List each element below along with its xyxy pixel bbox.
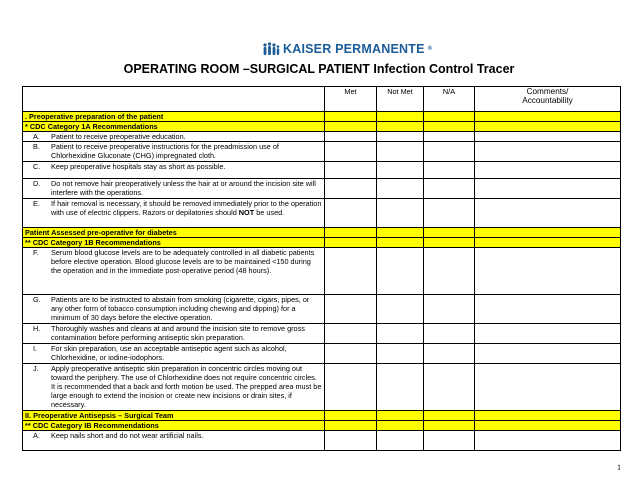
met-cell[interactable] bbox=[325, 295, 377, 324]
na-cell[interactable] bbox=[424, 132, 475, 142]
not-met-cell[interactable] bbox=[377, 112, 424, 122]
comments-header-text: Comments/ Accountability bbox=[522, 87, 573, 105]
met-cell[interactable] bbox=[325, 122, 377, 132]
item-text: Patient to receive preoperative instructions for the preadmission use of Chlorhexidine Gluconate (CHG) impregnated cloth. bbox=[51, 142, 279, 160]
met-cell[interactable] bbox=[325, 238, 377, 248]
checklist-item-cell bbox=[23, 179, 325, 199]
checklist-item bbox=[23, 324, 322, 342]
item-text: If hair removal is necessary, it should be removed immediately prior to the operation with use of electric clippers. Razors or depilatories should NOT be used. bbox=[51, 199, 322, 217]
section-heading: . Preoperative preparation of the patient bbox=[23, 112, 325, 122]
category-row bbox=[23, 421, 621, 431]
comments-cell[interactable] bbox=[475, 142, 621, 162]
met-cell[interactable] bbox=[325, 142, 377, 162]
comments-cell[interactable] bbox=[475, 199, 621, 228]
met-cell[interactable] bbox=[325, 421, 377, 431]
not-met-cell[interactable] bbox=[377, 132, 424, 142]
not-met-cell[interactable] bbox=[377, 199, 424, 228]
met-cell[interactable] bbox=[325, 344, 377, 364]
comments-cell[interactable] bbox=[475, 364, 621, 411]
item-text: Thoroughly washes and cleans at and around the incision site to remove gross contamination before performing antiseptic skin preparation. bbox=[51, 324, 305, 342]
checklist-item-cell bbox=[23, 364, 325, 411]
comments-header bbox=[475, 87, 621, 112]
item-label: G. bbox=[33, 295, 41, 304]
checklist-item-cell bbox=[23, 142, 325, 162]
checklist-item bbox=[23, 431, 322, 440]
comments-cell[interactable] bbox=[475, 248, 621, 295]
met-cell[interactable] bbox=[325, 112, 377, 122]
not-met-cell[interactable] bbox=[377, 228, 424, 238]
comments-cell[interactable] bbox=[475, 344, 621, 364]
category-row bbox=[23, 122, 621, 132]
page-title: OPERATING ROOM –SURGICAL PATIENT Infection Control Tracer bbox=[123, 62, 515, 76]
section-row bbox=[23, 112, 621, 122]
checklist-row bbox=[23, 324, 621, 344]
checklist-row bbox=[23, 248, 621, 295]
checklist-item-cell bbox=[23, 199, 325, 228]
comments-cell[interactable] bbox=[475, 162, 621, 179]
comments-cell[interactable] bbox=[475, 421, 621, 431]
met-cell[interactable] bbox=[325, 411, 377, 421]
met-cell[interactable] bbox=[325, 179, 377, 199]
section-row bbox=[23, 228, 621, 238]
not-met-cell[interactable] bbox=[377, 364, 424, 411]
na-cell[interactable] bbox=[424, 295, 475, 324]
na-cell[interactable] bbox=[424, 112, 475, 122]
checklist-row bbox=[23, 162, 621, 179]
na-cell[interactable] bbox=[424, 199, 475, 228]
not-met-header: Not Met bbox=[377, 87, 424, 112]
item-text: For skin preparation, use an acceptable antiseptic agent such as alcohol, Chlorhexidine, or iodine-iodophors. bbox=[51, 344, 287, 362]
item-label: F. bbox=[33, 248, 39, 257]
checklist-item bbox=[23, 142, 322, 160]
na-cell[interactable] bbox=[424, 228, 475, 238]
na-cell[interactable] bbox=[424, 411, 475, 421]
comments-cell[interactable] bbox=[475, 238, 621, 248]
na-cell[interactable] bbox=[424, 162, 475, 179]
checklist-item-cell bbox=[23, 344, 325, 364]
item-label: A. bbox=[33, 132, 40, 141]
not-met-cell[interactable] bbox=[377, 411, 424, 421]
item-label: C. bbox=[33, 162, 41, 171]
section-row bbox=[23, 411, 621, 421]
met-cell[interactable] bbox=[325, 162, 377, 179]
item-text: Apply preoperative antiseptic skin preparation in concentric circles moving out toward the periphery. The use of Chlorhexidine does not require concentric circles. It is recommended that a back and forth motion be used. The prepped area must be large enough to extend the incision or create new incisions or drain sites, if necessary. bbox=[51, 364, 322, 409]
not-met-cell[interactable] bbox=[377, 122, 424, 132]
not-met-cell[interactable] bbox=[377, 248, 424, 295]
item-label: E. bbox=[33, 199, 40, 208]
kaiser-logo bbox=[262, 42, 432, 56]
na-cell[interactable] bbox=[424, 431, 475, 451]
comments-cell[interactable] bbox=[475, 122, 621, 132]
category-row bbox=[23, 238, 621, 248]
comments-cell[interactable] bbox=[475, 324, 621, 344]
comments-cell[interactable] bbox=[475, 431, 621, 451]
not-met-cell[interactable] bbox=[377, 324, 424, 344]
section-heading: Patient Assessed pre-operative for diabetes bbox=[23, 228, 325, 238]
checklist-row bbox=[23, 295, 621, 324]
category-heading: * CDC Category 1A Recommendations bbox=[23, 122, 325, 132]
met-cell[interactable] bbox=[325, 364, 377, 411]
checklist-item-cell bbox=[23, 248, 325, 295]
checklist-item bbox=[23, 364, 322, 409]
na-cell[interactable] bbox=[424, 122, 475, 132]
na-cell[interactable] bbox=[424, 248, 475, 295]
met-cell[interactable] bbox=[325, 431, 377, 451]
item-text: Do not remove hair preoperatively unless the hair at or around the incision site will interfere with the operations. bbox=[51, 179, 316, 197]
met-cell[interactable] bbox=[325, 132, 377, 142]
checklist-row bbox=[23, 199, 621, 228]
checklist-item bbox=[23, 199, 322, 217]
na-cell[interactable] bbox=[424, 324, 475, 344]
comments-cell[interactable] bbox=[475, 112, 621, 122]
checklist-item bbox=[23, 344, 322, 362]
checklist-item-cell bbox=[23, 431, 325, 451]
item-text: Patients are to be instructed to abstain from smoking (cigarette, cigars, pipes, or any other form of tobacco consumption including chewing and dipping) for a minimum of 30 days before the elective operation. bbox=[51, 295, 310, 322]
na-cell[interactable] bbox=[424, 364, 475, 411]
kaiser-people-icon bbox=[262, 42, 280, 56]
checklist-row bbox=[23, 364, 621, 411]
header-row bbox=[23, 87, 621, 112]
not-met-cell[interactable] bbox=[377, 295, 424, 324]
na-header: N/A bbox=[424, 87, 475, 112]
checklist-item bbox=[23, 295, 322, 322]
met-cell[interactable] bbox=[325, 199, 377, 228]
not-met-cell[interactable] bbox=[377, 431, 424, 451]
not-met-cell[interactable] bbox=[377, 179, 424, 199]
comments-cell[interactable] bbox=[475, 411, 621, 421]
not-met-cell[interactable] bbox=[377, 344, 424, 364]
na-cell[interactable] bbox=[424, 142, 475, 162]
category-heading: ** CDC Category 1B Recommendations bbox=[23, 238, 325, 248]
comments-cell[interactable] bbox=[475, 132, 621, 142]
not-met-cell[interactable] bbox=[377, 142, 424, 162]
na-cell[interactable] bbox=[424, 179, 475, 199]
checklist-item bbox=[23, 132, 322, 141]
logo-text: KAISER PERMANENTE bbox=[283, 42, 425, 56]
na-cell[interactable] bbox=[424, 421, 475, 431]
comments-cell[interactable] bbox=[475, 179, 621, 199]
criteria-header-cell bbox=[23, 87, 325, 112]
met-header: Met bbox=[325, 87, 377, 112]
checklist-item-cell bbox=[23, 295, 325, 324]
tracer-table-body bbox=[23, 87, 621, 451]
met-cell[interactable] bbox=[325, 324, 377, 344]
na-cell[interactable] bbox=[424, 238, 475, 248]
checklist-row bbox=[23, 344, 621, 364]
item-label: B. bbox=[33, 142, 40, 151]
not-met-cell[interactable] bbox=[377, 421, 424, 431]
checklist-row bbox=[23, 431, 621, 451]
item-label: J. bbox=[33, 364, 39, 373]
logo-registered-mark: ® bbox=[427, 46, 433, 52]
not-met-cell[interactable] bbox=[377, 162, 424, 179]
checklist-item-cell bbox=[23, 162, 325, 179]
checklist-item-cell bbox=[23, 324, 325, 344]
item-label: I. bbox=[33, 344, 38, 353]
item-text: Patient to receive preoperative education. bbox=[51, 132, 186, 141]
met-cell[interactable] bbox=[325, 248, 377, 295]
checklist-item bbox=[23, 162, 322, 171]
checklist-item bbox=[23, 179, 322, 197]
comments-cell[interactable] bbox=[475, 295, 621, 324]
item-label: H. bbox=[33, 324, 41, 333]
met-cell[interactable] bbox=[325, 228, 377, 238]
not-met-cell[interactable] bbox=[377, 238, 424, 248]
item-text: Keep nails short and do not wear artificial nails. bbox=[51, 431, 204, 440]
category-heading: ** CDC Category IB Recommendations bbox=[23, 421, 325, 431]
checklist-row bbox=[23, 132, 621, 142]
checklist-row bbox=[23, 142, 621, 162]
checklist-item bbox=[23, 248, 322, 275]
checklist-row bbox=[23, 179, 621, 199]
section-heading: II. Preoperative Antisepsis – Surgical Team bbox=[23, 411, 325, 421]
item-text: Serum blood glucose levels are to be adequately controlled in all diabetic patients before elective operation. Blood glucose levels are to be maintained <150 during the operation and in the immediate post-operative period (48 hours). bbox=[51, 248, 315, 275]
item-text: Keep preoperative hospitals stay as short as possible. bbox=[51, 162, 226, 171]
comments-cell[interactable] bbox=[475, 228, 621, 238]
item-label: A. bbox=[33, 431, 40, 440]
checklist-item-cell bbox=[23, 132, 325, 142]
item-label: D. bbox=[33, 179, 41, 188]
page-number: 1 bbox=[617, 463, 621, 472]
tracer-table bbox=[22, 86, 621, 451]
na-cell[interactable] bbox=[424, 344, 475, 364]
